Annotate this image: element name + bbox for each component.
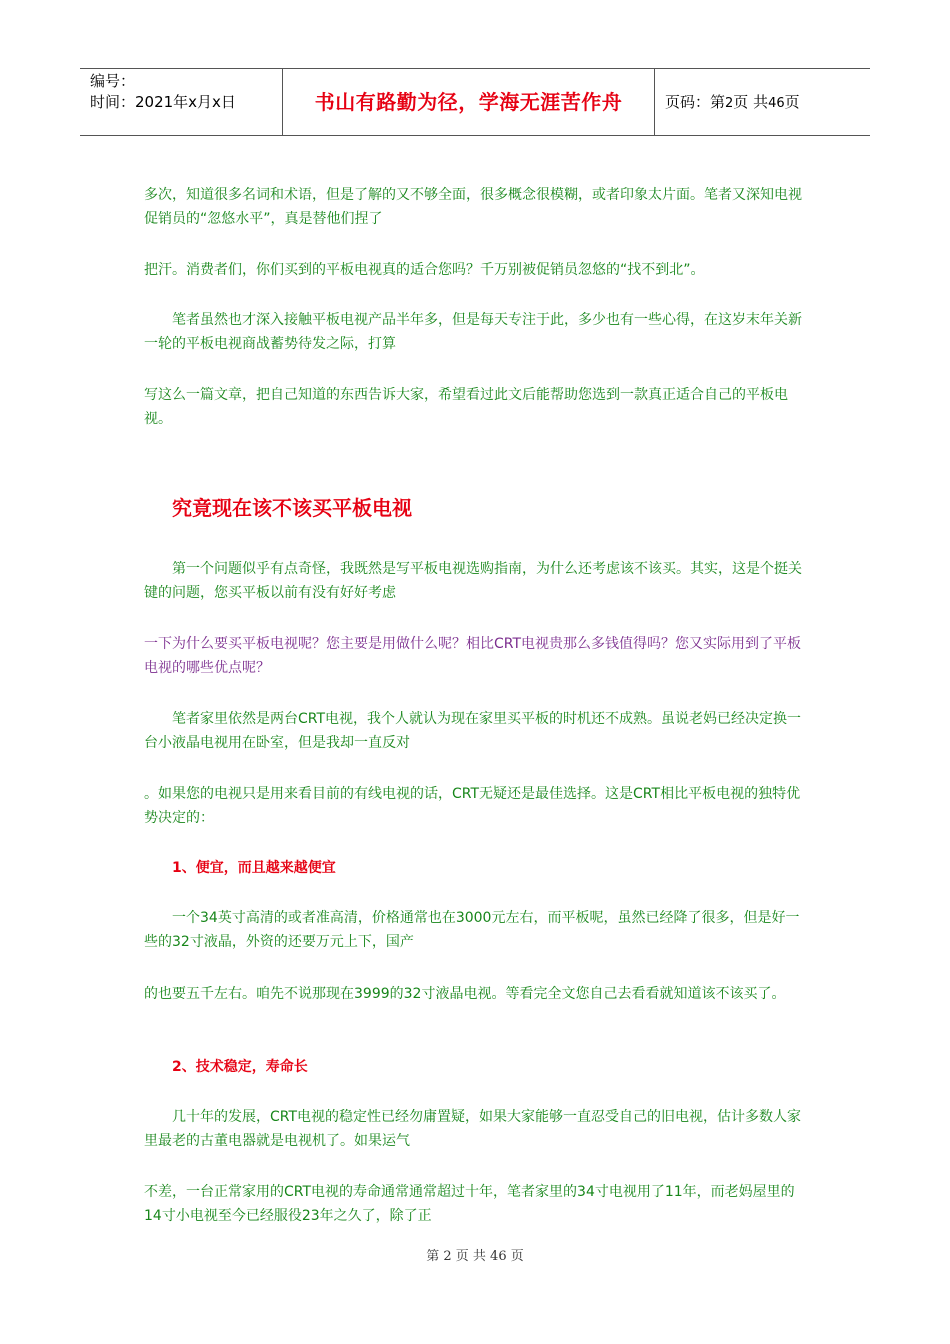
page-footer: 第 2 页 共 46 页	[426, 1249, 524, 1264]
paragraph	[144, 557, 809, 605]
header-meta-cell	[80, 69, 283, 135]
paragraph: 多次，知道很多名词和术语，但是了解的又不够全面，很多概念很模糊，或者印象太片面。笔者又深知电视促销员的“忽悠水平”，真是替他们捏了	[144, 187, 802, 227]
serial-number-label: 编号：	[90, 72, 136, 90]
subheading: 1、便宜，而且越来越便宜	[172, 860, 336, 876]
paragraph-text: 笔者家里依然是两台CRT电视，我个人就认为现在家里买平板的时机还不成熟。虽说老妈已经决定换一台小液晶电视用在卧室，但是我却一直反对	[144, 711, 802, 751]
paragraph: 不差，一台正常家用的CRT电视的寿命通常通常超过十年，笔者家里的34寸电视用了11年，而老妈屋里的14寸小电视至今已经服役23年之久了，除了正	[144, 1184, 795, 1224]
paragraph-text: 第一个问题似乎有点奇怪，我既然是写平板电视选购指南，为什么还考虑该不该买。其实，这是个挺关键的问题，您买平板以前有没有好好考虑	[144, 561, 802, 601]
paragraph: 。如果您的电视只是用来看目前的有线电视的话，CRT无疑还是最佳选择。这是CRT相比平板电视的独特优势决定的：	[144, 786, 801, 826]
paragraph	[144, 1105, 809, 1153]
page-total: 46	[768, 96, 785, 111]
subheading: 2、技术稳定，寿命长	[172, 1059, 308, 1075]
paragraph-text: 几十年的发展，CRT电视的稳定性已经勿庸置疑，如果大家能够一直忍受自己的旧电视，估计多数人家里最老的古董电器就是电视机了。如果运气	[144, 1109, 802, 1149]
page-number: 2	[725, 96, 734, 111]
section-heading: 究竟现在该不该买平板电视	[172, 496, 412, 520]
page-suffix: 页	[784, 93, 800, 111]
paragraph-text: 笔者虽然也才深入接触平板电视产品半年多，但是每天专注于此，多少也有一些心得，在这岁末年关新一轮的平板电视商战蓄势待发之际，打算	[144, 312, 802, 352]
page-mid: 页 共	[733, 93, 769, 111]
paragraph: 的也要五千左右。咱先不说那现在3999的32寸液晶电视。等看完全文您自己去看看就知道该不该买了。	[144, 986, 786, 1002]
paragraph: 把汗。消费者们，你们买到的平板电视真的适合您吗？千万别被促销员忽悠的“找不到北”。	[144, 262, 705, 278]
paragraph-question: 一下为什么要买平板电视呢？您主要是用做什么呢？相比CRT电视贵那么多钱值得吗？您又实际用到了平板电视的哪些优点呢？	[144, 636, 802, 676]
paragraph	[144, 308, 809, 356]
paragraph-text: 一个34英寸高清的或者准高清，价格通常也在3000元左右，而平板呢，虽然已经降了很多，但是好一些的32寸液晶，外资的还要万元上下，国产	[144, 910, 800, 950]
header-motto: 书山有路勤为径，学海无涯苦作舟	[283, 69, 655, 135]
page-prefix: 页码：第	[665, 93, 726, 111]
paragraph	[144, 906, 809, 954]
document-header	[80, 68, 870, 136]
paragraph: 写这么一篇文章，把自己知道的东西告诉大家，希望看过此文后能帮助您选到一款真正适合自己的平板电视。	[144, 387, 788, 427]
paragraph	[144, 707, 809, 755]
header-page-info	[655, 69, 870, 135]
date-label: 时间：2021年x月x日	[90, 93, 236, 111]
